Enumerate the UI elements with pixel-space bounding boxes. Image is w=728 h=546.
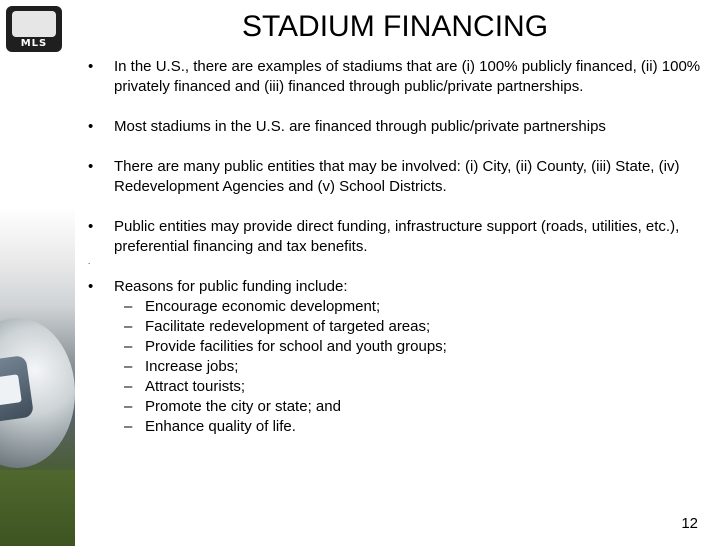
sub-item-text: Facilitate redevelopment of targeted areas;: [145, 318, 431, 335]
bullet-item: [88, 57, 713, 97]
bullet-text: There are many public entities that may be involved: (i) City, (ii) County, (iii) State, (iv) Redevelopment Agencies and (v) School Districts.: [114, 158, 680, 195]
bullet-icon: •: [88, 158, 94, 175]
bullet-icon: •: [88, 118, 94, 135]
dash-icon: –: [124, 338, 133, 355]
logo-text: MLS: [20, 38, 48, 49]
sub-list-item: [114, 377, 713, 397]
dash-icon: –: [124, 378, 133, 395]
bullet-item: [88, 157, 713, 197]
slide-title: STADIUM FINANCING: [241, 10, 549, 43]
bullet-text: In the U.S., there are examples of stadiums that are (i) 100% publicly financed, (ii) 100% privately financed and (iii) financed through public/private partnerships.: [114, 58, 701, 95]
sub-list-item: [114, 397, 713, 417]
bullet-item: [88, 277, 713, 437]
sub-item-text: Promote the city or state; and: [145, 398, 341, 415]
sub-list: [114, 297, 713, 437]
sub-item-text: Encourage economic development;: [145, 298, 381, 315]
sub-item-text: Attract tourists;: [145, 378, 246, 395]
soccer-ball-image: [0, 318, 75, 468]
bullet-text: Reasons for public funding include:: [114, 278, 348, 295]
dash-icon: –: [124, 418, 133, 435]
page-number: 12: [681, 515, 698, 532]
mls-logo: [6, 6, 62, 52]
ball-logo-mark: [0, 374, 22, 406]
bullet-item: [88, 117, 713, 137]
bullet-item: [88, 217, 713, 257]
sub-item-text: Enhance quality of life.: [145, 418, 296, 435]
dash-icon: –: [124, 398, 133, 415]
sub-item-text: Provide facilities for school and youth groups;: [145, 338, 447, 355]
bullet-icon: •: [88, 58, 94, 75]
dash-icon: –: [124, 318, 133, 335]
sub-list-item: [114, 357, 713, 377]
bullet-icon: •: [88, 218, 94, 235]
decorative-strip: [0, 0, 75, 546]
dash-icon: –: [124, 358, 133, 375]
bullet-icon: •: [88, 278, 94, 295]
slide-body: [88, 57, 713, 437]
grass-image: [0, 470, 75, 546]
sub-list-item: [114, 337, 713, 357]
sub-list-item: [114, 297, 713, 317]
bullet-text: Public entities may provide direct funding, infrastructure support (roads, utilities, etc.), preferential financing and tax benefits.: [114, 218, 680, 255]
sub-list-item: [114, 317, 713, 337]
bullet-text: Most stadiums in the U.S. are financed through public/private partnerships: [114, 118, 606, 135]
sub-list-item: [114, 417, 713, 437]
sub-item-text: Increase jobs;: [145, 358, 239, 375]
dash-icon: –: [124, 298, 133, 315]
stray-mark: .: [88, 257, 91, 266]
logo-badge-icon: [12, 11, 56, 37]
